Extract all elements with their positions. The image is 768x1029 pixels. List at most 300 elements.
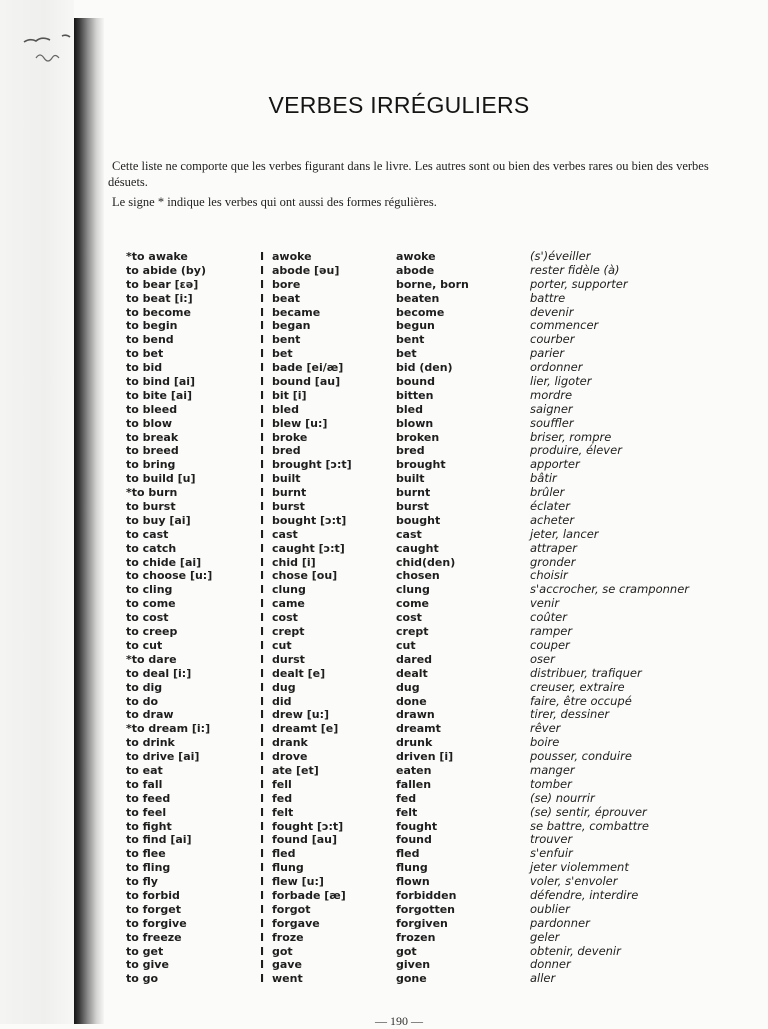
column-separator: I — [260, 930, 265, 944]
french-translation: oublier — [530, 901, 570, 916]
past-participle: eaten — [396, 763, 432, 777]
verb-row — [126, 611, 726, 625]
preterite: dug — [272, 680, 296, 694]
preterite: bought [ɔ:t] — [272, 513, 347, 527]
verb-row — [126, 681, 726, 695]
column-separator: I — [260, 416, 265, 430]
preterite: durst — [272, 652, 305, 666]
infinitive: to chide [ai] — [126, 555, 202, 569]
column-separator: I — [260, 444, 265, 458]
preterite: did — [272, 694, 292, 708]
past-participle: forgiven — [396, 916, 448, 930]
infinitive: to flee — [126, 847, 166, 861]
french-translation: aller — [530, 971, 556, 986]
verb-row — [126, 847, 726, 861]
preterite: fought [ɔ:t] — [272, 819, 344, 833]
infinitive: *to awake — [126, 250, 188, 263]
page-number: — 190 — — [375, 1014, 423, 1028]
preterite: gave — [272, 958, 302, 972]
verb-row — [126, 750, 726, 764]
french-translation: saigner — [530, 401, 573, 416]
infinitive: to breed — [126, 444, 179, 458]
past-participle: abode — [396, 263, 435, 277]
preterite: bet — [272, 347, 293, 361]
preterite: fed — [272, 791, 293, 805]
french-translation: (se) nourrir — [530, 790, 595, 805]
french-translation: éclater — [530, 499, 570, 514]
verb-row — [126, 569, 726, 583]
infinitive: to choose [u:] — [126, 569, 213, 583]
past-participle: cost — [396, 611, 422, 625]
verb-row — [126, 958, 726, 972]
page-gutter — [0, 0, 74, 1024]
preterite: cut — [272, 638, 292, 652]
past-participle: fought — [396, 819, 438, 833]
infinitive: to break — [126, 430, 179, 444]
past-participle: flung — [396, 861, 428, 875]
preterite: bent — [272, 333, 301, 347]
french-translation: coûter — [530, 610, 567, 625]
french-translation: tirer, dessiner — [530, 707, 610, 722]
past-participle: dealt — [396, 666, 428, 680]
infinitive: to catch — [126, 541, 177, 555]
preterite: found [au] — [272, 833, 338, 847]
column-separator: I — [260, 597, 265, 611]
french-translation: commencer — [530, 318, 599, 333]
verb-row — [126, 972, 726, 986]
infinitive: to build [u] — [126, 472, 196, 486]
column-separator: I — [260, 527, 265, 541]
preterite: bit [i] — [272, 388, 307, 402]
column-separator: I — [260, 875, 265, 889]
french-translation: s'accrocher, se cramponner — [530, 582, 690, 597]
infinitive: to buy [ai] — [126, 513, 191, 527]
french-translation: donner — [530, 957, 571, 972]
column-separator: I — [260, 791, 265, 805]
column-separator: I — [260, 430, 265, 444]
french-translation: couper — [530, 637, 570, 652]
infinitive: to bring — [126, 458, 176, 472]
preterite: drew [u:] — [272, 708, 330, 722]
infinitive: to bleed — [126, 402, 178, 416]
preterite: blew [u:] — [272, 416, 328, 430]
intro-note: Le signe * indique les verbes qui ont aussi des formes régulières. — [112, 195, 437, 209]
verb-row — [126, 458, 726, 472]
preterite: went — [272, 972, 303, 986]
column-separator: I — [260, 750, 265, 764]
verb-row — [126, 597, 726, 611]
past-participle: bet — [396, 347, 417, 361]
past-participle: burnt — [396, 486, 431, 500]
column-separator: I — [260, 347, 265, 361]
column-separator: I — [260, 944, 265, 958]
verb-row — [126, 806, 726, 820]
past-participle: got — [396, 944, 417, 958]
verb-row — [126, 708, 726, 722]
column-separator: I — [260, 861, 265, 875]
verb-row — [126, 333, 726, 347]
verb-row — [126, 861, 726, 875]
preterite: bound [au] — [272, 375, 341, 389]
infinitive: to blow — [126, 416, 173, 430]
verb-row — [126, 903, 726, 917]
french-translation: trouver — [530, 832, 573, 847]
column-separator: I — [260, 305, 265, 319]
verb-row — [126, 833, 726, 847]
column-separator: I — [260, 708, 265, 722]
preterite: broke — [272, 430, 308, 444]
infinitive: to dig — [126, 680, 163, 694]
preterite: forbade [æ] — [272, 888, 346, 902]
past-participle: bitten — [396, 388, 434, 402]
preterite: got — [272, 944, 293, 958]
past-participle: given — [396, 958, 431, 972]
preterite: chid [i] — [272, 555, 316, 569]
past-participle: blown — [396, 416, 434, 430]
past-participle: fallen — [396, 777, 432, 791]
verb-row — [126, 778, 726, 792]
past-participle: bound — [396, 375, 435, 389]
french-translation: distribuer, trafiquer — [530, 665, 642, 680]
past-participle: bent — [396, 333, 425, 347]
verb-row — [126, 278, 726, 292]
infinitive: to forbid — [126, 888, 180, 902]
french-translation: bâtir — [530, 471, 557, 486]
column-separator: I — [260, 277, 265, 291]
past-participle: bred — [396, 444, 425, 458]
past-participle: come — [396, 597, 429, 611]
preterite: awoke — [272, 250, 312, 263]
verb-row — [126, 875, 726, 889]
preterite: drove — [272, 750, 308, 764]
verb-row — [126, 292, 726, 306]
infinitive: to begin — [126, 319, 178, 333]
column-separator: I — [260, 833, 265, 847]
past-participle: chid(den) — [396, 555, 456, 569]
column-separator: I — [260, 847, 265, 861]
column-separator: I — [260, 513, 265, 527]
preterite: fled — [272, 847, 296, 861]
past-participle: clung — [396, 583, 430, 597]
verb-row — [126, 653, 726, 667]
infinitive: to cost — [126, 611, 169, 625]
preterite: chose [ou] — [272, 569, 338, 583]
past-participle: bought — [396, 513, 441, 527]
verb-row — [126, 403, 726, 417]
verb-row — [126, 917, 726, 931]
column-separator: I — [260, 694, 265, 708]
past-participle: driven [i] — [396, 750, 454, 764]
infinitive: to cut — [126, 638, 163, 652]
infinitive: to find [ai] — [126, 833, 192, 847]
infinitive: *to dare — [126, 652, 177, 666]
past-participle: done — [396, 694, 427, 708]
french-translation: tomber — [530, 776, 572, 791]
preterite: cast — [272, 527, 298, 541]
french-translation: acheter — [530, 512, 575, 527]
infinitive: to fly — [126, 875, 158, 889]
column-separator: I — [260, 472, 265, 486]
irregular-verbs-table — [126, 250, 726, 986]
past-participle: broken — [396, 430, 440, 444]
column-separator: I — [260, 763, 265, 777]
infinitive: to fight — [126, 819, 172, 833]
column-separator: I — [260, 888, 265, 902]
french-translation: porter, supporter — [530, 276, 628, 291]
verb-row — [126, 250, 726, 264]
infinitive: to bet — [126, 347, 164, 361]
verb-row — [126, 625, 726, 639]
french-translation: oser — [530, 651, 555, 666]
verb-row — [126, 556, 726, 570]
past-participle: caught — [396, 541, 439, 555]
preterite: abode [əu] — [272, 263, 340, 277]
infinitive: to become — [126, 305, 191, 319]
french-translation: apporter — [530, 457, 580, 472]
french-translation: jeter violemment — [530, 860, 629, 875]
verb-row — [126, 792, 726, 806]
verb-row — [126, 486, 726, 500]
preterite: ate [et] — [272, 763, 319, 777]
column-separator: I — [260, 569, 265, 583]
column-separator: I — [260, 486, 265, 500]
infinitive: to beat [i:] — [126, 291, 193, 305]
infinitive: *to dream [i:] — [126, 722, 211, 736]
past-participle: flown — [396, 875, 430, 889]
verb-row — [126, 945, 726, 959]
french-translation: (s')éveiller — [530, 249, 591, 263]
past-participle: dug — [396, 680, 420, 694]
infinitive: to eat — [126, 763, 163, 777]
past-participle: forbidden — [396, 888, 457, 902]
past-participle: drawn — [396, 708, 435, 722]
verb-row — [126, 583, 726, 597]
column-separator: I — [260, 805, 265, 819]
past-participle: dared — [396, 652, 433, 666]
infinitive: to do — [126, 694, 159, 708]
preterite: flew [u:] — [272, 875, 324, 889]
preterite: came — [272, 597, 305, 611]
past-participle: beaten — [396, 291, 440, 305]
past-participle: crept — [396, 625, 429, 639]
column-separator: I — [260, 972, 265, 986]
pencil-mark-icon — [22, 28, 82, 68]
column-separator: I — [260, 722, 265, 736]
column-separator: I — [260, 583, 265, 597]
verb-row — [126, 528, 726, 542]
column-separator: I — [260, 333, 265, 347]
french-translation: ramper — [530, 624, 573, 639]
verb-row — [126, 722, 726, 736]
past-participle: built — [396, 472, 425, 486]
column-separator: I — [260, 625, 265, 639]
french-translation: voler, s'envoler — [530, 874, 618, 889]
past-participle: fled — [396, 847, 420, 861]
verb-row — [126, 361, 726, 375]
french-translation: rêver — [530, 721, 561, 736]
french-translation: ordonner — [530, 360, 583, 375]
column-separator: I — [260, 652, 265, 666]
french-translation: courber — [530, 332, 575, 347]
verb-row — [126, 306, 726, 320]
french-translation: (se) sentir, éprouver — [530, 804, 647, 819]
column-separator: I — [260, 958, 265, 972]
preterite: cost — [272, 611, 298, 625]
verb-row — [126, 667, 726, 681]
book-binding-shadow — [74, 18, 104, 1024]
column-separator: I — [260, 375, 265, 389]
preterite: began — [272, 319, 311, 333]
infinitive: to fling — [126, 861, 171, 875]
preterite: burnt — [272, 486, 307, 500]
past-participle: cut — [396, 638, 416, 652]
preterite: flung — [272, 861, 304, 875]
french-translation: obtenir, devenir — [530, 943, 621, 958]
page-title: VERBES IRRÉGULIERS — [268, 92, 530, 118]
past-participle: frozen — [396, 930, 436, 944]
infinitive: to fall — [126, 777, 163, 791]
verb-row — [126, 417, 726, 431]
verb-row — [126, 736, 726, 750]
preterite: bred — [272, 444, 301, 458]
past-participle: awoke — [396, 250, 436, 263]
column-separator: I — [260, 263, 265, 277]
column-separator: I — [260, 402, 265, 416]
infinitive: to bend — [126, 333, 174, 347]
preterite: clung — [272, 583, 306, 597]
infinitive: to bear [ɛə] — [126, 277, 199, 291]
verb-row — [126, 639, 726, 653]
column-separator: I — [260, 500, 265, 514]
column-separator: I — [260, 555, 265, 569]
preterite: brought [ɔ:t] — [272, 458, 352, 472]
verb-row — [126, 472, 726, 486]
column-separator: I — [260, 666, 265, 680]
infinitive: to deal [i:] — [126, 666, 192, 680]
past-participle: drunk — [396, 736, 433, 750]
past-participle: brought — [396, 458, 446, 472]
column-separator: I — [260, 638, 265, 652]
column-separator: I — [260, 916, 265, 930]
column-separator: I — [260, 680, 265, 694]
preterite: dreamt [e] — [272, 722, 339, 736]
verb-row — [126, 820, 726, 834]
past-participle: gone — [396, 972, 427, 986]
infinitive: to forgive — [126, 916, 187, 930]
column-separator: I — [260, 458, 265, 472]
past-participle: fed — [396, 791, 417, 805]
verb-row — [126, 347, 726, 361]
column-separator: I — [260, 291, 265, 305]
preterite: caught [ɔ:t] — [272, 541, 345, 555]
french-translation: briser, rompre — [530, 429, 612, 444]
french-translation: brûler — [530, 485, 565, 500]
past-participle: burst — [396, 500, 429, 514]
infinitive: to bite [ai] — [126, 388, 193, 402]
infinitive: to go — [126, 972, 159, 986]
infinitive: to creep — [126, 625, 178, 639]
french-translation: se battre, combattre — [530, 818, 649, 833]
past-participle: felt — [396, 805, 418, 819]
french-translation: parier — [530, 346, 565, 361]
preterite: crept — [272, 625, 305, 639]
infinitive: to give — [126, 958, 169, 972]
preterite: drank — [272, 736, 308, 750]
french-translation: manger — [530, 762, 575, 777]
french-translation: gronder — [530, 554, 576, 569]
column-separator: I — [260, 611, 265, 625]
preterite: bore — [272, 277, 301, 291]
french-translation: lier, ligoter — [530, 374, 592, 389]
column-separator: I — [260, 250, 265, 263]
french-translation: jeter, lancer — [530, 526, 599, 541]
infinitive: to burst — [126, 500, 176, 514]
french-translation: venir — [530, 596, 560, 611]
preterite: forgave — [272, 916, 320, 930]
column-separator: I — [260, 777, 265, 791]
french-translation: geler — [530, 929, 560, 944]
preterite: became — [272, 305, 321, 319]
verb-row — [126, 319, 726, 333]
infinitive: to drive [ai] — [126, 750, 200, 764]
column-separator: I — [260, 361, 265, 375]
past-participle: bid (den) — [396, 361, 453, 375]
french-translation: devenir — [530, 304, 574, 319]
past-participle: dreamt — [396, 722, 441, 736]
past-participle: begun — [396, 319, 435, 333]
french-translation: faire, être occupé — [530, 693, 632, 708]
preterite: burst — [272, 500, 305, 514]
french-translation: produire, élever — [530, 443, 622, 458]
preterite: felt — [272, 805, 294, 819]
infinitive: *to burn — [126, 486, 178, 500]
past-participle: cast — [396, 527, 422, 541]
column-separator: I — [260, 819, 265, 833]
preterite: beat — [272, 291, 301, 305]
verb-row — [126, 695, 726, 709]
verb-row — [126, 375, 726, 389]
verb-row — [126, 389, 726, 403]
infinitive: to get — [126, 944, 164, 958]
french-translation: battre — [530, 290, 566, 305]
french-translation: rester fidèle (à) — [530, 262, 620, 277]
column-separator: I — [260, 736, 265, 750]
french-translation: s'enfuir — [530, 846, 573, 861]
verb-row — [126, 264, 726, 278]
preterite: bled — [272, 402, 299, 416]
intro-paragraph: Cette liste ne comporte que les verbes figurant dans le livre. Les autres sont ou bien des verbes rares ou bien des verbes désuets. — [108, 159, 709, 189]
preterite: built — [272, 472, 301, 486]
verb-row — [126, 514, 726, 528]
preterite: forgot — [272, 902, 311, 916]
past-participle: bled — [396, 402, 423, 416]
french-translation: boire — [530, 735, 560, 750]
french-translation: mordre — [530, 387, 573, 402]
past-participle: become — [396, 305, 445, 319]
infinitive: to forget — [126, 902, 182, 916]
verb-row — [126, 444, 726, 458]
past-participle: borne, born — [396, 277, 469, 291]
column-separator: I — [260, 319, 265, 333]
french-translation: creuser, extraire — [530, 679, 625, 694]
infinitive: to cling — [126, 583, 173, 597]
preterite: fell — [272, 777, 292, 791]
french-translation: attraper — [530, 540, 577, 555]
verb-row — [126, 931, 726, 945]
infinitive: to bind [ai] — [126, 375, 196, 389]
preterite: froze — [272, 930, 304, 944]
infinitive: to feel — [126, 805, 167, 819]
